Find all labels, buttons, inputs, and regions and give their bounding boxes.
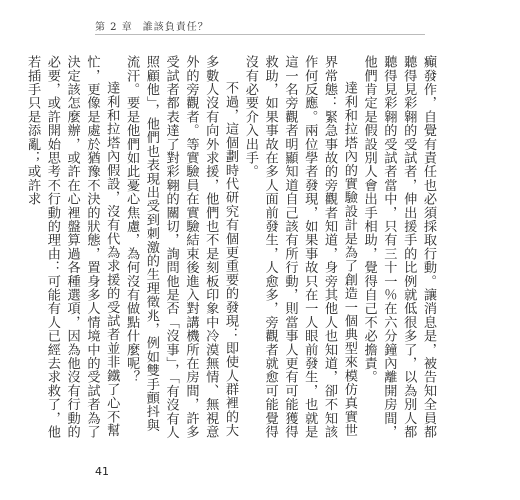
header-divider <box>95 34 425 35</box>
page-number: 41 <box>95 465 109 478</box>
paragraph: 癲發作，自覺有責任也必須採取行動。讓消息是，被告知全員都聽得見彩翱的受試者，伸出援手的比例就低很多了，以為別人都聽得見彩翱的受試者當中，只有三十一％在六分鐘內離開房間，他們肯定是假設別人會出手相助，覺得自己不必擔責。 <box>361 55 436 439</box>
chapter-title: 誰該負責任？ <box>142 22 209 33</box>
paragraph: 達利和拉塔內假設，沒有代為求援的受試者並非鐵了心不幫忙，更像是處於猶豫不決的狀態，置身多人情境中的受試者為了決定該怎麼辦，或許在心裡盤算過各種選項，因為他沒有行動的必要，或許開始思考不行動的理由：可能有人已經去求救了，他若插手只是添亂；或許求 <box>25 55 120 439</box>
paragraph: 不過，這個劃時代研究有個更重要的發現：即使人群裡的大多數人沒有向外求援，他們也不是刻板印象中冷漠無情、無視意外的旁觀者。等實驗員在實驗結束後進入對講機所在房間，許多受試者都表達了對彩翱的關切，詢問他是否「沒事」，「有沒有人照顧他」，他們也表現出受到刺激的生理徵兆，例如雙手顫抖與流汗。要是他們如此憂心焦慮，為何沒有做點什麼呢？ <box>124 55 239 440</box>
vertical-body-text <box>25 55 438 440</box>
running-header <box>95 18 209 33</box>
paragraph: 達利和拉塔內的實驗設計是為了創造一個典型來模仿真實世界常態：緊急事故的旁觀者知道，身旁其他人也知道，卻不知該作何反應。兩位學者發現，如果事故只在一人眼前發生，也就是這一名旁觀者明顯知道自己該有所行動，則當事人更有可能獲得救助，如果事故在多人面前發生，人愈多，旁觀者就愈可能覺得沒有必要介入出手。 <box>242 55 357 439</box>
chapter-label: 第 2 章 <box>95 22 133 33</box>
